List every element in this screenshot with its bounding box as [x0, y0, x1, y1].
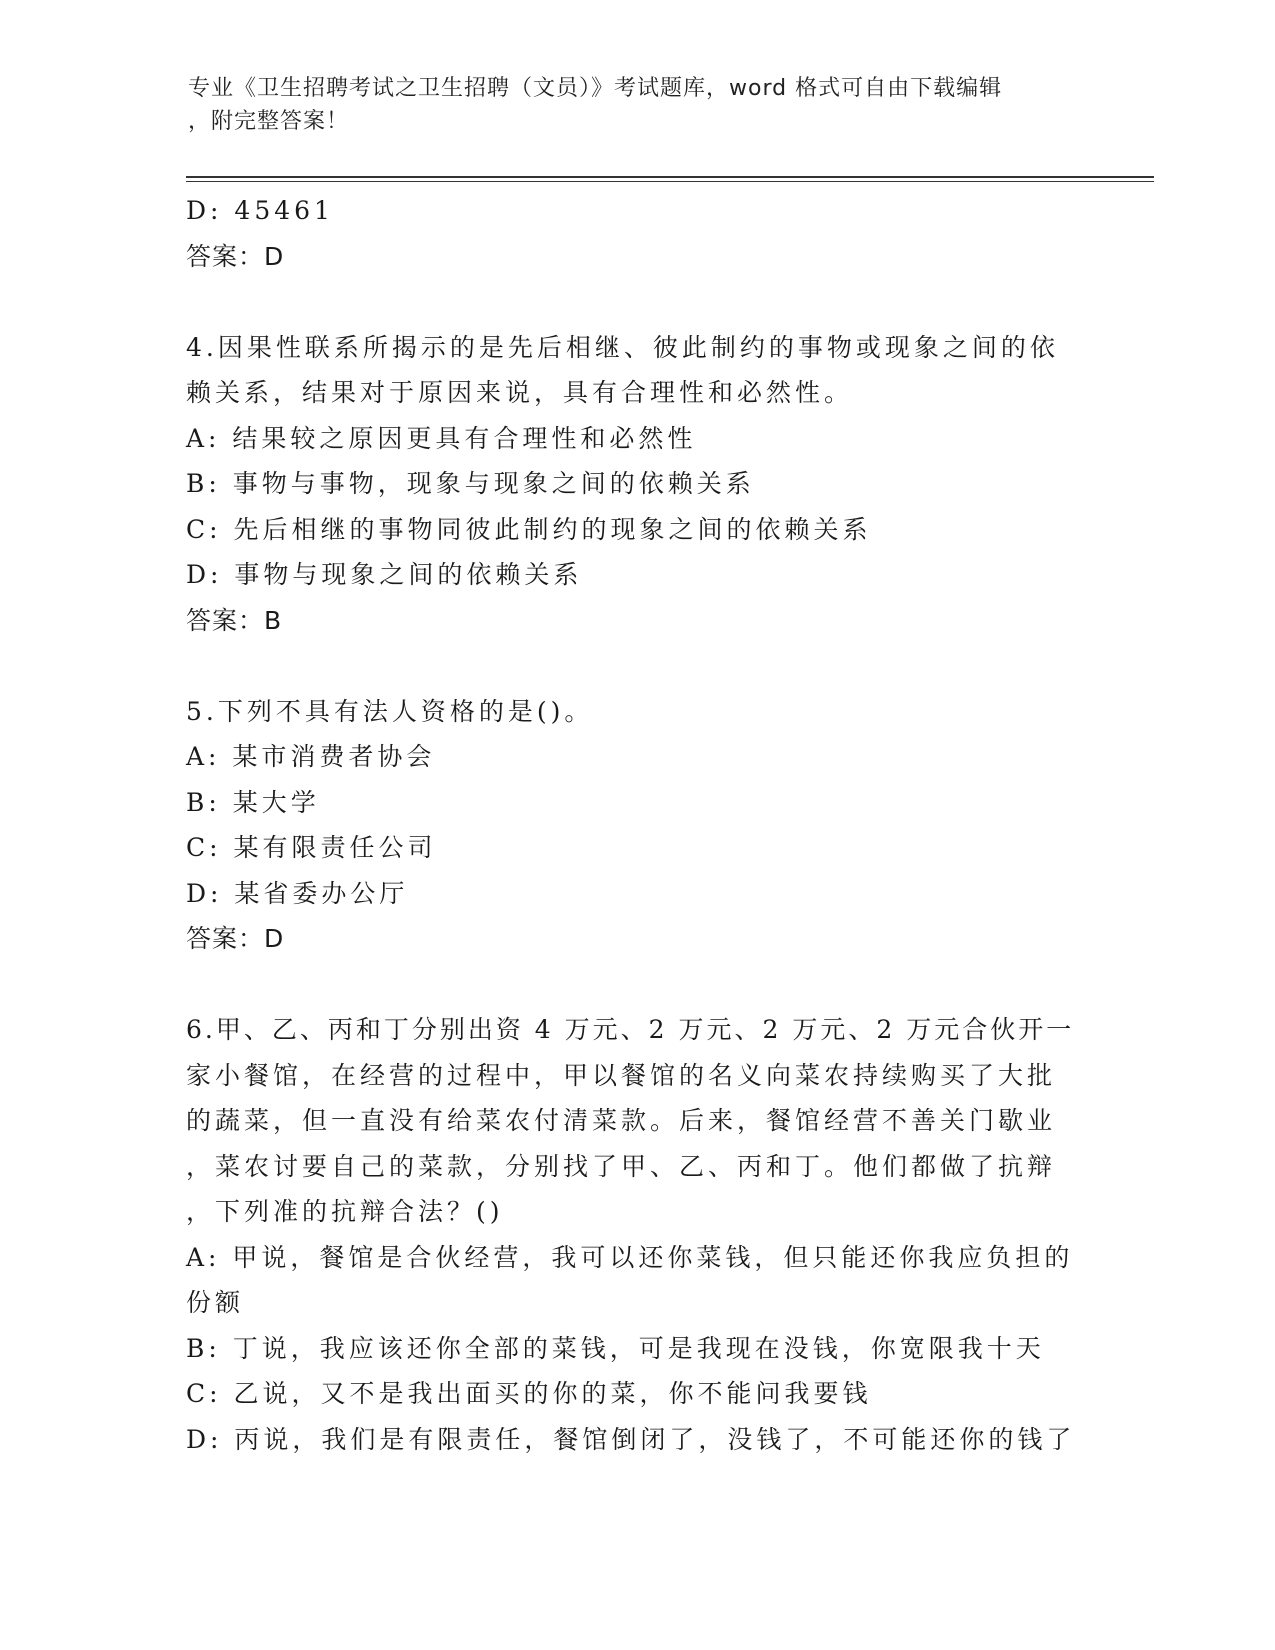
- option-text: B: 事物与事物，现象与现象之间的依赖关系: [186, 469, 755, 498]
- spacer: [186, 643, 1086, 689]
- stem-line: 赖关系，结果对于原因来说，具有合理性和必然性。: [186, 378, 854, 407]
- stem-line: ，菜农讨要自己的菜款，分别找了甲、乙、丙和丁。他们都做了抗辩: [186, 1151, 1057, 1181]
- stem-line: ，下列准的抗辩合法？(): [186, 1197, 504, 1226]
- option-text: C: 先后相继的事物同彼此制约的现象之间的依赖关系: [186, 514, 872, 544]
- question-4: [186, 325, 1086, 644]
- option-b: [186, 1326, 1086, 1372]
- option-d: [186, 871, 1086, 917]
- option-a: [186, 734, 1086, 780]
- prev-question: [186, 188, 1086, 279]
- header-divider: [186, 176, 1154, 178]
- stem-line: 家小餐馆，在经营的过程中，甲以餐馆的名义向菜农持续购买了大批: [186, 1060, 1057, 1090]
- question-stem: [186, 1007, 1086, 1235]
- option-a: [186, 416, 1086, 462]
- page-header: [188, 72, 1088, 138]
- header-line-2: ，附完整答案！: [188, 109, 350, 134]
- answer-line: 答案：D: [186, 924, 285, 953]
- question-5: [186, 689, 1086, 962]
- option-d: [186, 552, 1086, 598]
- answer-line: 答案：D: [186, 241, 285, 271]
- question-stem: [186, 689, 1086, 735]
- option-text: B: 丁说，我应该还你全部的菜钱，可是我现在没钱，你宽限我十天: [186, 1333, 1045, 1363]
- option-b: [186, 461, 1086, 507]
- option-c: [186, 825, 1086, 871]
- option-c: [186, 507, 1086, 553]
- stem-line: 4.因果性联系所揭示的是先后相继、彼此制约的事物或现象之间的依: [186, 332, 1059, 362]
- header-divider-thin: [186, 181, 1154, 182]
- option-text: D: 丙说，我们是有限责任，餐馆倒闭了，没钱了，不可能还你的钱了: [186, 1424, 1076, 1454]
- option-text: C: 乙说，又不是我出面买的你的菜，你不能问我要钱: [186, 1379, 872, 1408]
- question-6: [186, 1007, 1086, 1462]
- question-stem: [186, 325, 1086, 416]
- option-text: D: 事物与现象之间的依赖关系: [186, 560, 583, 589]
- option-b: [186, 780, 1086, 826]
- spacer: [186, 279, 1086, 325]
- option-text: A: 某市消费者协会: [186, 742, 436, 771]
- stem-line: 的蔬菜，但一直没有给菜农付清菜款。后来，餐馆经营不善关门歇业: [186, 1106, 1057, 1135]
- option-text: D: 某省委办公厅: [186, 878, 409, 908]
- option-d: [186, 1417, 1086, 1463]
- option-text: B: 某大学: [186, 787, 320, 817]
- option-text-continued: 份额: [186, 1288, 245, 1317]
- answer-line: 答案：B: [186, 605, 283, 635]
- option-text: C: 某有限责任公司: [186, 833, 437, 862]
- option-c: [186, 1371, 1086, 1417]
- option-text: A: 甲说，餐馆是合伙经营，我可以还你菜钱，但只能还你我应负担的: [186, 1242, 1074, 1272]
- stem-line: 6.甲、乙、丙和丁分别出资 4 万元、2 万元、2 万元、2 万元合伙开一: [186, 1015, 1075, 1044]
- option-d: D: 45461: [186, 196, 334, 225]
- header-line-1: 专业《卫生招聘考试之卫生招聘（文员）》考试题库，word 格式可自由下载编辑: [188, 76, 1003, 101]
- option-text: A: 结果较之原因更具有合理性和必然性: [186, 423, 697, 453]
- spacer: [186, 962, 1086, 1008]
- option-a: [186, 1235, 1086, 1326]
- stem-line: 5.下列不具有法人资格的是()。: [186, 696, 594, 726]
- question-list: [186, 188, 1086, 1462]
